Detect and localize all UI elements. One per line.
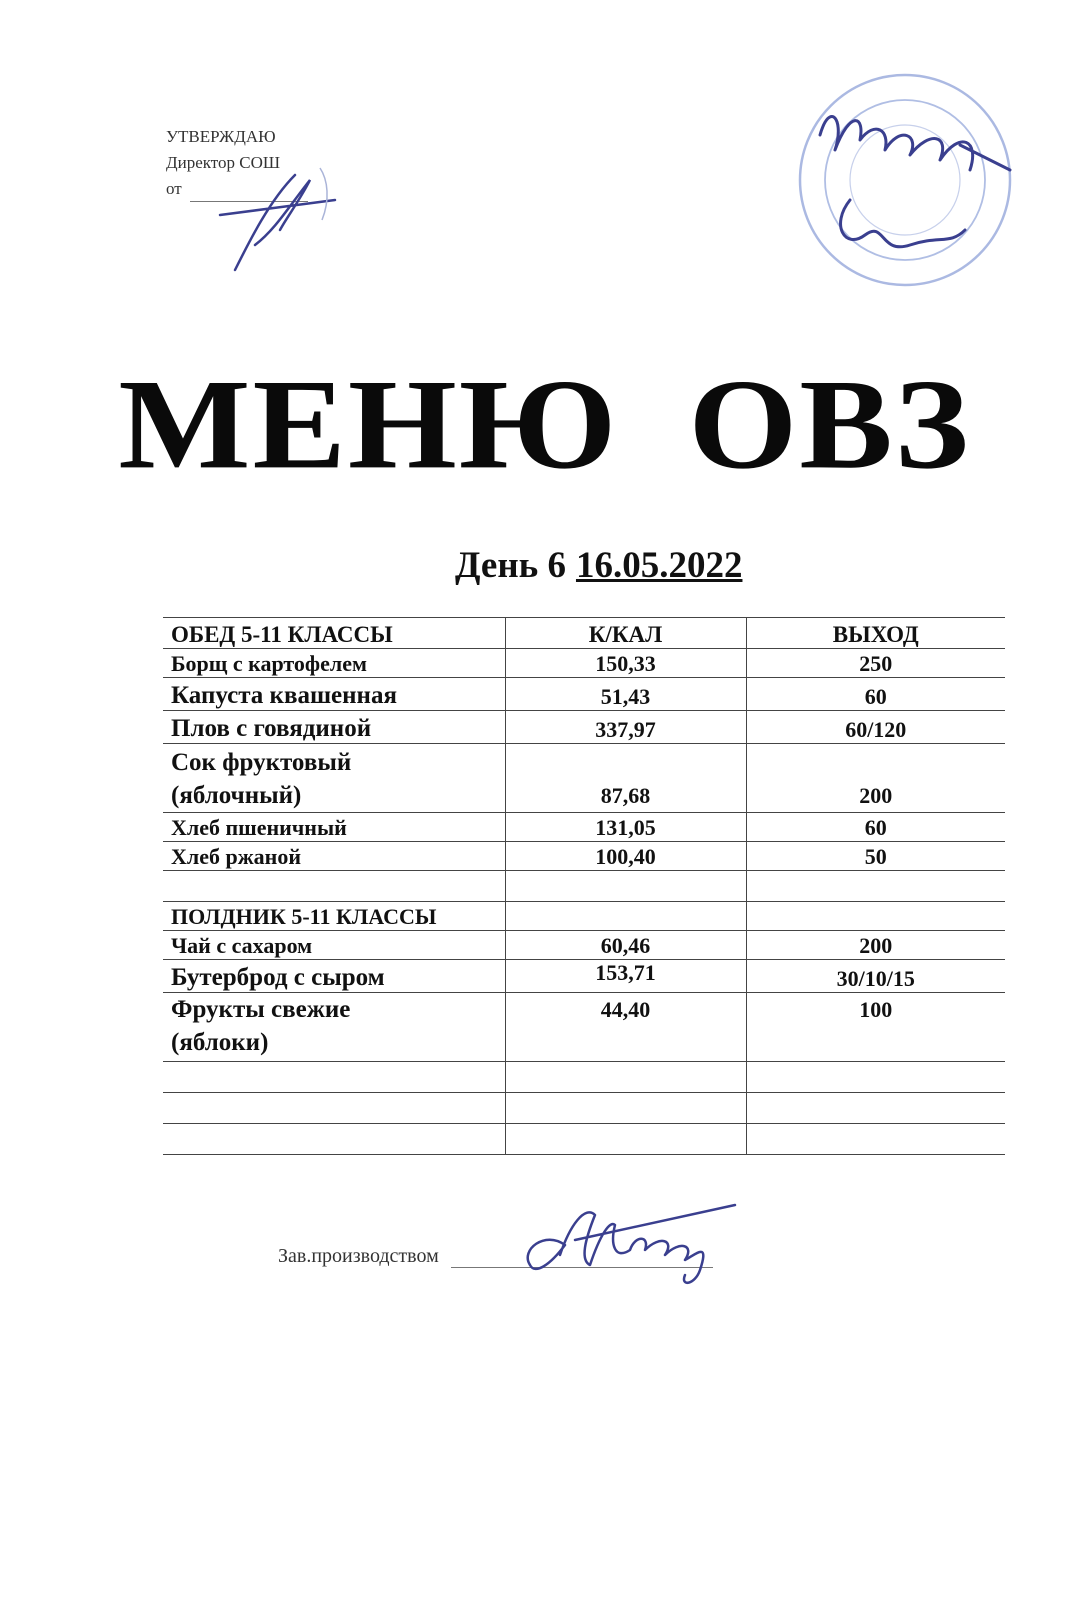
dish-kcal: 131,05 xyxy=(505,813,746,842)
svg-text:ОГРН 1132312 · ИНН 2312 · МОУ xyxy=(790,40,1050,44)
dish-yield: 30/10/15 xyxy=(746,960,1005,993)
dish-kcal: 100,40 xyxy=(505,842,746,871)
dish-name: Хлеб пшеничный xyxy=(163,813,505,842)
day-line xyxy=(455,544,742,587)
dish-yield: 60 xyxy=(746,813,1005,842)
table-row xyxy=(163,744,1005,813)
dish-yield: 50 xyxy=(746,842,1005,871)
table-row xyxy=(163,813,1005,842)
snack-header-row xyxy=(163,902,1005,931)
table-row-empty xyxy=(163,871,1005,902)
table-row xyxy=(163,993,1005,1062)
dish-kcal: 153,71 xyxy=(505,960,746,993)
table-row xyxy=(163,960,1005,993)
header-yield: ВЫХОД xyxy=(746,618,1005,649)
dish-kcal: 337,97 xyxy=(505,711,746,744)
dish-yield: 200 xyxy=(746,931,1005,960)
header-kcal: К/КАЛ xyxy=(505,618,746,649)
table-row xyxy=(163,649,1005,678)
dish-yield: 60/120 xyxy=(746,711,1005,744)
table-row xyxy=(163,678,1005,711)
title-word-menu: МЕНЮ xyxy=(118,353,619,496)
table-row-empty xyxy=(163,1062,1005,1093)
day-label: День 6 xyxy=(455,545,566,586)
dish-yield: 250 xyxy=(746,649,1005,678)
snack-header: ПОЛДНИК 5-11 КЛАССЫ xyxy=(163,902,505,931)
table-header-row xyxy=(163,618,1005,649)
menu-table xyxy=(163,617,1005,1155)
dish-name-line2: (яблоки) xyxy=(171,1029,269,1056)
production-head-signature-icon xyxy=(515,1195,755,1290)
footer-label: Зав.производством xyxy=(278,1245,439,1267)
lunch-header: ОБЕД 5-11 КЛАССЫ xyxy=(163,618,505,649)
approval-title: УТВЕРЖДАЮ xyxy=(166,127,276,146)
dish-kcal: 87,68 xyxy=(505,744,746,813)
director-signature-icon xyxy=(200,160,340,280)
title-word-ovz: ОВЗ xyxy=(688,353,971,496)
dish-name-line1: Сок фруктовый xyxy=(171,749,352,776)
dish-name: Хлеб ржаной xyxy=(163,842,505,871)
approval-date-label: от xyxy=(166,179,182,198)
table-row-empty xyxy=(163,1124,1005,1155)
table-row xyxy=(163,711,1005,744)
table-row-empty xyxy=(163,1093,1005,1124)
dish-yield: 60 xyxy=(746,678,1005,711)
dish-name: Борщ с картофелем xyxy=(163,649,505,678)
official-stamp-icon xyxy=(790,40,1050,300)
dish-yield: 100 xyxy=(746,993,1005,1062)
dish-kcal: 44,40 xyxy=(505,993,746,1062)
dish-name: Чай с сахаром xyxy=(163,931,505,960)
page-title xyxy=(0,353,1089,496)
approval-position: Директор СОШ xyxy=(166,153,280,172)
table-row xyxy=(163,842,1005,871)
dish-name xyxy=(163,744,505,813)
dish-name-line2: (яблочный) xyxy=(171,782,302,809)
dish-kcal: 60,46 xyxy=(505,931,746,960)
table-row xyxy=(163,931,1005,960)
dish-name: Бутерброд с сыром xyxy=(163,960,505,993)
dish-name-line1: Фрукты свежие xyxy=(171,996,351,1023)
dish-name: Капуста квашенная xyxy=(163,678,505,711)
dish-kcal: 51,43 xyxy=(505,678,746,711)
day-date: 16.05.2022 xyxy=(575,545,743,586)
dish-name xyxy=(163,993,505,1062)
dish-name: Плов с говядиной xyxy=(163,711,505,744)
dish-kcal: 150,33 xyxy=(505,649,746,678)
dish-yield: 200 xyxy=(746,744,1005,813)
